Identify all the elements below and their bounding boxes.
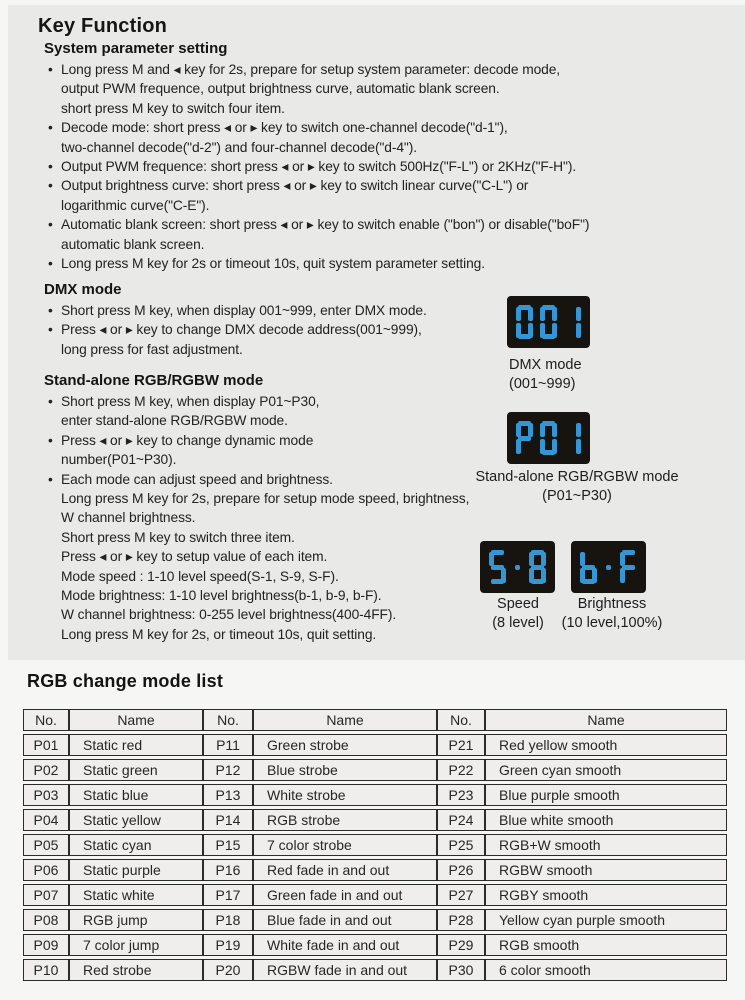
mode-no-cell: P09 (23, 934, 69, 956)
continuation-line: short press M key to switch four item. (61, 100, 285, 116)
mode-name-cell: Static red (69, 734, 203, 756)
mode-no-cell: P25 (437, 834, 485, 856)
bullet-line: • Output brightness curve: short press ◂ or ▸ key to switch linear curve("C-L") or (48, 176, 720, 195)
mode-name-cell: Green cyan smooth (485, 759, 727, 781)
caption-line: (001~999) (509, 376, 576, 392)
mode-no-cell: P26 (437, 859, 485, 881)
mode-no-cell: P07 (23, 884, 69, 906)
mode-name-cell: Static yellow (69, 809, 203, 831)
mode-no-cell: P17 (203, 884, 253, 906)
mode-no-cell: P05 (23, 834, 69, 856)
bullet-list (48, 60, 720, 273)
table-row (23, 784, 727, 806)
mode-name-cell: Blue fade in and out (253, 909, 437, 931)
mode-name-cell: 7 color jump (69, 934, 203, 956)
column-header: No. (23, 709, 69, 731)
mode-no-cell: P13 (203, 784, 253, 806)
caption-line: (8 level) (492, 615, 544, 631)
bullet-line: • Each mode can adjust speed and brightness. (48, 470, 509, 489)
dmx-address-display (507, 296, 590, 348)
mode-no-cell: P21 (437, 734, 485, 756)
bullet-line: • Short press M key, when display 001~999, enter DMX mode. (48, 301, 720, 320)
continuation-line: long press for fast adjustment. (61, 341, 243, 357)
section-heading: System parameter setting (44, 40, 228, 57)
column-header: No. (203, 709, 253, 731)
bullet-line: • Decode mode: short press ◂ or ▸ key to switch one-channel decode("d-1"), (48, 118, 720, 137)
mode-name-cell: Green fade in and out (253, 884, 437, 906)
mode-no-cell: P08 (23, 909, 69, 931)
seven-segment-char (580, 550, 597, 584)
bullet-list (48, 392, 509, 644)
mode-name-cell: Blue purple smooth (485, 784, 727, 806)
mode-no-cell: P06 (23, 859, 69, 881)
caption-line: (P01~P30) (542, 488, 612, 504)
mode-name-cell: Red fade in and out (253, 859, 437, 881)
mode-no-cell: P01 (23, 734, 69, 756)
seven-segment-char (564, 421, 581, 455)
continuation-line: Long press M key for 2s, or timeout 10s, quit setting. (61, 626, 377, 642)
seven-segment-char (489, 550, 506, 584)
continuation-line: W channel brightness. (61, 510, 196, 526)
continuation-line: enter stand-alone RGB/RGBW mode. (61, 413, 288, 429)
mode-name-cell: White strobe (253, 784, 437, 806)
mode-name-cell: RGB+W smooth (485, 834, 727, 856)
continuation-line: Press ◂ or ▸ key to setup value of each item. (61, 549, 328, 565)
mode-name-cell: RGB jump (69, 909, 203, 931)
continuation-line: two-channel decode("d-2") and four-channel decode("d-4"). (61, 139, 417, 155)
mode-name-cell: 7 color strobe (253, 834, 437, 856)
mode-no-cell: P24 (437, 809, 485, 831)
continuation-line: Long press M key for 2s, prepare for setup mode speed, brightness, (61, 491, 470, 507)
section-heading: DMX mode (44, 281, 122, 298)
seven-segment-char (529, 550, 546, 584)
mode-name-cell: 6 color smooth (485, 959, 727, 981)
mode-name-cell: Static blue (69, 784, 203, 806)
bullet-line: • Long press M key for 2s or timeout 10s, quit system parameter setting. (48, 254, 720, 273)
mode-name-cell: Blue white smooth (485, 809, 727, 831)
continuation-line: Mode brightness: 1-10 level brightness(b-1, b-9, b-F). (61, 588, 382, 604)
mode-name-cell: Static purple (69, 859, 203, 881)
mode-name-cell: Static white (69, 884, 203, 906)
mode-no-cell: P16 (203, 859, 253, 881)
mode-no-cell: P14 (203, 809, 253, 831)
mode-no-cell: P19 (203, 934, 253, 956)
mode-no-cell: P03 (23, 784, 69, 806)
mode-no-cell: P18 (203, 909, 253, 931)
mode-no-cell: P27 (437, 884, 485, 906)
mode-no-cell: P12 (203, 759, 253, 781)
mode-name-cell: Static cyan (69, 834, 203, 856)
section-system-parameter-setting (44, 40, 720, 273)
mode-no-cell: P02 (23, 759, 69, 781)
mode-name-cell: Green strobe (253, 734, 437, 756)
key-function-panel (8, 5, 745, 660)
column-header: Name (69, 709, 203, 731)
continuation-line: Short press M key to switch three item. (61, 529, 295, 545)
mode-no-cell: P10 (23, 959, 69, 981)
table-row (23, 809, 727, 831)
mode-name-cell: RGB strobe (253, 809, 437, 831)
brightness-display (571, 541, 646, 593)
seven-segment-char (516, 305, 533, 339)
table-row (23, 884, 727, 906)
mode-name-cell: Blue strobe (253, 759, 437, 781)
continuation-line: W channel brightness: 0-255 level brightness(400-4FF). (61, 607, 397, 623)
mode-no-cell: P29 (437, 934, 485, 956)
continuation-line: output PWM frequence, output brightness curve, automatic blank screen. (61, 81, 500, 97)
seven-segment-char (564, 305, 581, 339)
mode-no-cell: P04 (23, 809, 69, 831)
table-row (23, 734, 727, 756)
table-row (23, 759, 727, 781)
bullet-line: • Press ◂ or ▸ key to change DMX decode address(001~999), (48, 320, 720, 339)
mode-name-cell: RGBY smooth (485, 884, 727, 906)
seven-segment-char (516, 421, 533, 455)
bullet-line: • Short press M key, when display P01~P30, (48, 392, 509, 411)
column-header: No. (437, 709, 485, 731)
seven-segment-char (540, 305, 557, 339)
rgb-mode-table (23, 706, 727, 984)
bullet-line: • Long press M and ◂ key for 2s, prepare for setup system parameter: decode mode, (48, 60, 720, 79)
speed-display (480, 541, 555, 593)
seven-segment-char (620, 550, 637, 584)
caption-line: Speed (497, 596, 539, 612)
mode-no-cell: P15 (203, 834, 253, 856)
brightness-display-caption (548, 595, 676, 633)
column-header: Name (253, 709, 437, 731)
bullet-line: • Automatic blank screen: short press ◂ or ▸ key to switch enable ("bon") or disable("boF") (48, 215, 720, 234)
mode-name-cell: White fade in and out (253, 934, 437, 956)
continuation-line: number(P01~P30). (61, 452, 177, 468)
mode-no-cell: P30 (437, 959, 485, 981)
bullet-line: • Output PWM frequence: short press ◂ or ▸ key to switch 500Hz("F-L") or 2KHz("F-H"). (48, 157, 720, 176)
table-row (23, 859, 727, 881)
mode-name-cell: RGB smooth (485, 934, 727, 956)
mode-no-cell: P22 (437, 759, 485, 781)
section-standalone-mode (44, 372, 509, 644)
table-row (23, 834, 727, 856)
standalone-mode-display (507, 412, 590, 464)
bullet-line: • Press ◂ or ▸ key to change dynamic mode (48, 431, 509, 450)
mode-name-cell: Red yellow smooth (485, 734, 727, 756)
seven-segment-char (513, 550, 522, 584)
mode-name-cell: Static green (69, 759, 203, 781)
mode-list-title: RGB change mode list (27, 671, 224, 691)
mode-no-cell: P11 (203, 734, 253, 756)
mode-no-cell: P23 (437, 784, 485, 806)
continuation-line: logarithmic curve("C-E"). (61, 197, 210, 213)
mode-name-cell: Red strobe (69, 959, 203, 981)
mode-name-cell: RGBW smooth (485, 859, 727, 881)
dmx-display-caption (509, 356, 582, 394)
section-heading: Stand-alone RGB/RGBW mode (44, 372, 264, 389)
seven-segment-char (604, 550, 613, 584)
caption-line: Brightness (577, 596, 647, 612)
caption-line: Stand-alone RGB/RGBW mode (475, 469, 679, 485)
bullet-list (48, 301, 720, 359)
page-title: Key Function (38, 15, 168, 37)
column-header: Name (485, 709, 727, 731)
section-dmx-mode (44, 281, 720, 359)
mode-no-cell: P28 (437, 909, 485, 931)
table-row (23, 909, 727, 931)
mode-name-cell: Yellow cyan purple smooth (485, 909, 727, 931)
standalone-display-caption (427, 468, 727, 506)
continuation-line: automatic blank screen. (61, 236, 205, 252)
table-row (23, 959, 727, 981)
table-row (23, 934, 727, 956)
mode-no-cell: P20 (203, 959, 253, 981)
caption-line: (10 level,100%) (561, 615, 663, 631)
table-header-row (23, 709, 727, 731)
caption-line: DMX mode (509, 357, 582, 373)
seven-segment-char (540, 421, 557, 455)
continuation-line: Mode speed : 1-10 level speed(S-1, S-9, S-F). (61, 568, 339, 584)
mode-name-cell: RGBW fade in and out (253, 959, 437, 981)
